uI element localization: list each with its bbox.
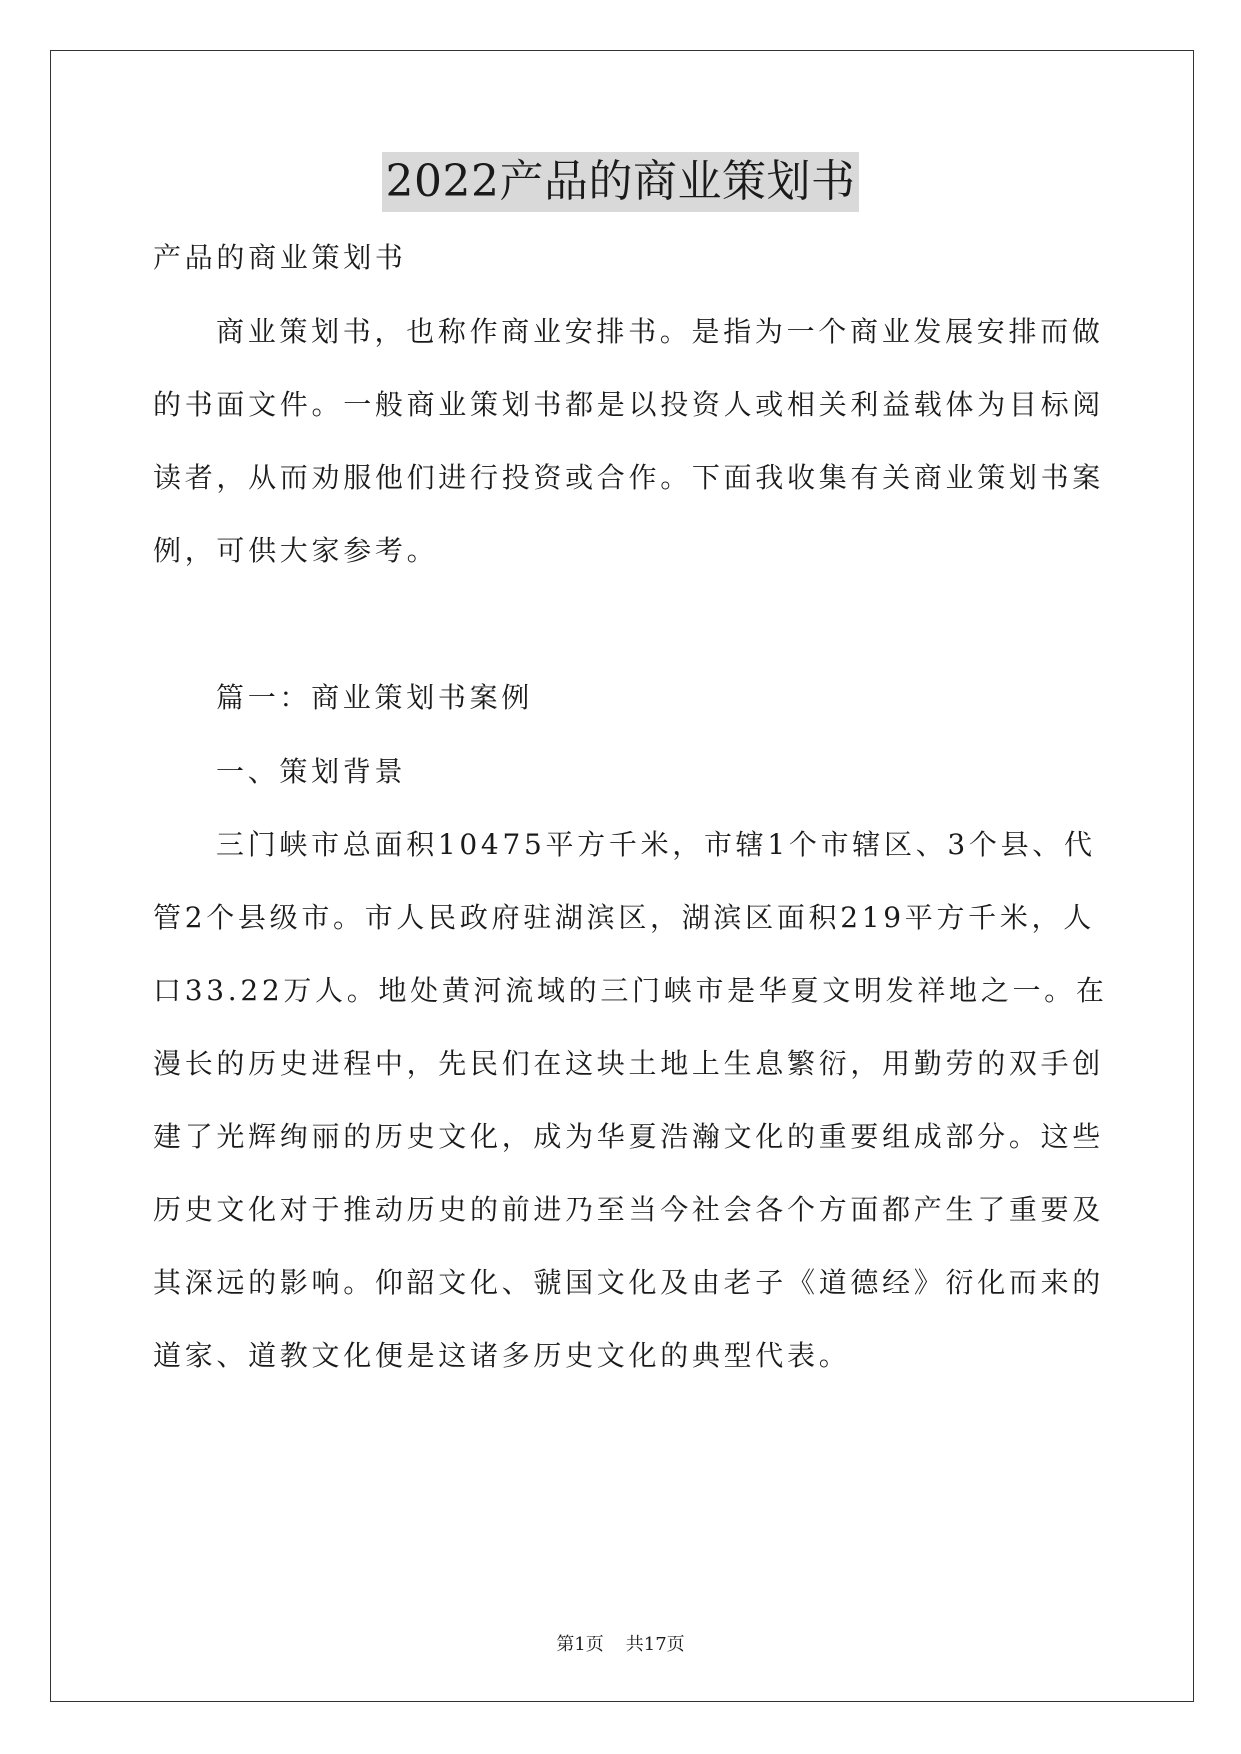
body-line-1: 三门峡市总面积10475平方千米，市辖1个市辖区、3个县、代 [216, 828, 1096, 861]
section-title: 篇一：商业策划书案例 [216, 681, 534, 714]
title-container [0, 152, 1241, 212]
body-line-6: 历史文化对于推动历史的前进乃至当今社会各个方面都产生了重要及 [153, 1193, 1105, 1226]
document-title: 2022产品的商业策划书 [382, 152, 860, 212]
page-number-current: 第1页 [556, 1634, 604, 1655]
body-line-7: 其深远的影响。仰韶文化、虢国文化及由老子《道德经》衍化而来的 [153, 1266, 1105, 1299]
page-number-total: 共17页 [625, 1634, 685, 1655]
page-footer [0, 1633, 1241, 1657]
body-line-5: 建了光辉绚丽的历史文化，成为华夏浩瀚文化的重要组成部分。这些 [153, 1120, 1105, 1153]
intro-line-4: 例，可供大家参考。 [153, 534, 439, 567]
body-line-4: 漫长的历史进程中，先民们在这块土地上生息繁衍，用勤劳的双手创 [153, 1047, 1105, 1080]
body-line-3: 口33.22万人。地处黄河流域的三门峡市是华夏文明发祥地之一。在 [153, 974, 1108, 1007]
intro-line-2: 的书面文件。一般商业策划书都是以投资人或相关利益载体为目标阅 [153, 388, 1105, 421]
intro-line-3: 读者，从而劝服他们进行投资或合作。下面我收集有关商业策划书案 [153, 461, 1105, 494]
document-subtitle: 产品的商业策划书 [153, 241, 407, 274]
page-border [50, 50, 1194, 1702]
body-line-2: 管2个县级市。市人民政府驻湖滨区，湖滨区面积219平方千米，人 [153, 901, 1095, 934]
intro-line-1: 商业策划书，也称作商业安排书。是指为一个商业发展安排而做 [216, 315, 1104, 348]
heading-background: 一、策划背景 [216, 755, 407, 788]
body-line-8: 道家、道教文化便是这诸多历史文化的典型代表。 [153, 1339, 851, 1372]
